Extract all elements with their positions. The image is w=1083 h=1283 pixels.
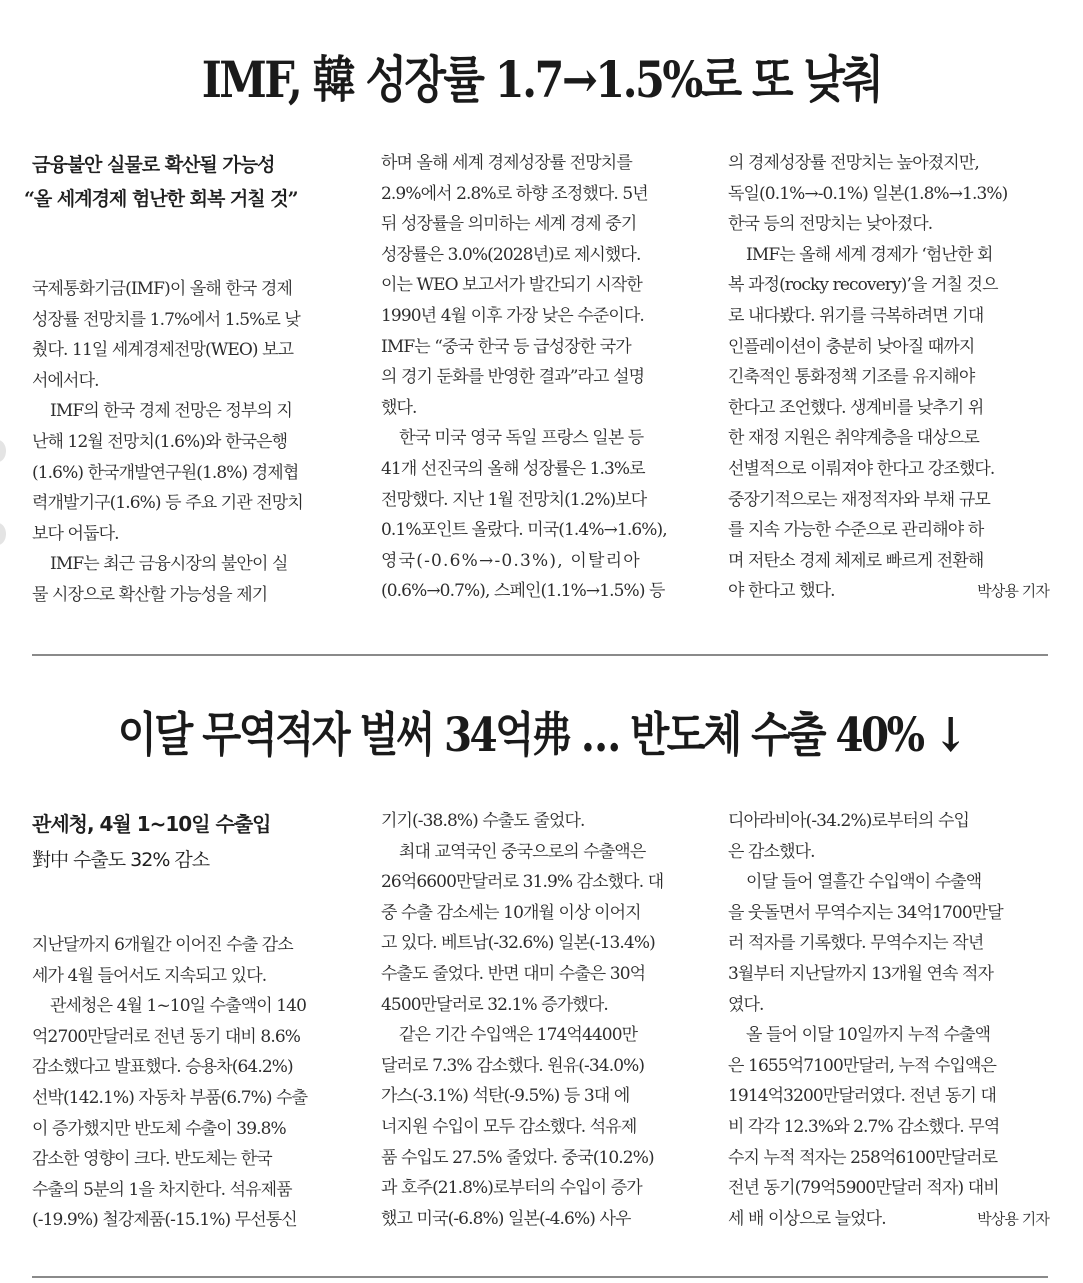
paragraph-line: 과 호주(21.8%)로부터의 수입이 증가	[381, 1178, 642, 1199]
paragraph-line: 한국 미국 영국 독일 프랑스 일본 등	[399, 428, 644, 449]
paragraph-line: 41개 선진국의 올해 성장률은 1.3%로	[381, 458, 645, 479]
paragraph-line: 은 1655억7100만달러, 누적 수입액은	[728, 1055, 997, 1076]
paragraph-line: IMF는 올해 세계 경제가 ‘험난한 회	[746, 244, 993, 265]
paragraph-line: IMF는 “중국 한국 등 급성장한 국가	[381, 336, 631, 357]
paragraph-line: 성장률 전망치를 1.7%에서 1.5%로 낮	[32, 309, 300, 330]
article1-subhead-1: 금융불안 실물로 확산될 가능성	[32, 154, 275, 176]
paragraph-line: 고 있다. 베트남(-32.6%) 일본(-13.4%)	[381, 933, 655, 954]
paragraph-line: 감소한 영향이 크다. 반도체는 한국	[32, 1149, 272, 1170]
article1-column-2	[381, 148, 706, 607]
paragraph-line: 러 적자를 기록했다. 무역수지는 작년	[728, 933, 984, 954]
paragraph-line: 중장기적으로는 재정적자와 부채 규모	[728, 489, 990, 510]
paragraph-line: 2.9%에서 2.8%로 하향 조정했다. 5년	[381, 183, 648, 204]
paragraph-line: (1.6%) 한국개발연구원(1.8%) 경제협	[32, 462, 299, 483]
byline: 박상용 기자	[977, 1209, 1049, 1228]
paragraph-line: 의 경기 둔화를 반영한 결과”라고 설명	[381, 367, 645, 388]
paragraph-line: 4500만달러로 32.1% 증가했다.	[381, 994, 608, 1015]
paragraph-line: 너지원 수입이 모두 감소했다. 석유제	[381, 1116, 637, 1137]
paragraph-line: 가스(-3.1%) 석탄(-9.5%) 등 3대 에	[381, 1086, 630, 1107]
paragraph-line: 1914억3200만달러였다. 전년 동기 대	[728, 1086, 997, 1107]
paragraph-line: 선박(142.1%) 자동차 부품(6.7%) 수출	[32, 1087, 308, 1108]
paragraph-line: 3월부터 지난달까지 13개월 연속 적자	[728, 963, 994, 984]
paragraph-line: 전년 동기(79억5900만달러 적자) 대비	[728, 1178, 999, 1199]
paragraph-line: 0.1%포인트 올랐다. 미국(1.4%→1.6%),	[381, 520, 667, 541]
paragraph-line: 이달 들어 열흘간 수입액이 수출액	[746, 872, 982, 893]
paragraph-line: 의 경제성장률 전망치는 높아졌지만,	[728, 153, 979, 173]
paragraph-line: 같은 기간 수입액은 174억4400만	[399, 1025, 638, 1046]
paragraph-line: 세가 4월 들어서도 지속되고 있다.	[32, 965, 267, 986]
article1-column-3	[728, 148, 1053, 607]
paragraph-line: 달러로 7.3% 감소했다. 원유(-34.0%)	[381, 1055, 645, 1076]
paragraph-line: 한국 등의 전망치는 낮아졌다.	[728, 214, 933, 235]
paragraph-line: 했고 미국(-6.8%) 일본(-4.6%) 사우	[381, 1208, 631, 1229]
paragraph-line: 품 수입도 27.5% 줄었다. 중국(10.2%)	[381, 1147, 654, 1168]
paragraph-line: 복 과정(rocky recovery)’을 거칠 것으	[728, 275, 998, 296]
paragraph-line: IMF는 최근 금융시장의 불안이 실	[50, 554, 288, 575]
article2-headline: 이달 무역적자 벌써 34억弗 … 반도체 수출 40% ↓	[117, 708, 966, 763]
paragraph-line: 뒤 성장률을 의미하는 세계 경제 중기	[381, 214, 637, 235]
paragraph-line: 은 감소했다.	[728, 841, 815, 862]
paragraph-line: 지난달까지 6개월간 이어진 수출 감소	[32, 935, 293, 955]
article1-headline: IMF, 韓 성장률 1.7→1.5%로 또 낮춰	[201, 50, 882, 109]
article2-column-1	[32, 806, 357, 1236]
paragraph-line	[728, 1204, 1053, 1235]
paragraph-line: 서에서다.	[32, 370, 99, 391]
paragraph-line: 한다고 조언했다. 생계비를 낮추기 위	[728, 397, 984, 418]
article2-subhead-1: 관세청, 4월 1~10일 수출입	[32, 812, 271, 836]
paragraph-line: 이 증가했지만 반도체 수출이 39.8%	[32, 1118, 286, 1139]
paragraph-line: 수지 누적 적자는 258억6100만달러로	[728, 1147, 998, 1168]
paragraph-line: 로 내다봤다. 위기를 극복하려면 기대	[728, 305, 984, 326]
scan-artifact	[0, 440, 6, 462]
paragraph-line: 며 저탄소 경제 체제로 빠르게 전환해	[728, 550, 984, 571]
paragraph-line: 하며 올해 세계 경제성장률 전망치를	[381, 153, 632, 173]
section-divider	[32, 654, 1048, 656]
paragraph-line: 영국(-0.6%→-0.3%), 이탈리아	[381, 550, 641, 571]
article2-subhead-2: 對中 수출도 32% 감소	[32, 849, 210, 871]
paragraph-line: 를 지속 가능한 수준으로 관리해야 하	[728, 520, 984, 541]
paragraph-line: 을 웃돌면서 무역수지는 34억1700만달	[728, 902, 1003, 923]
paragraph-line: 국제통화기금(IMF)이 올해 한국 경제	[32, 279, 292, 299]
paragraph-line: 긴축적인 통화정책 기조를 유지해야	[728, 367, 975, 388]
paragraph-line: 중 수출 감소세는 10개월 이상 이어지	[381, 902, 641, 923]
paragraph-line: 1990년 4월 이후 가장 낮은 수준이다.	[381, 305, 644, 326]
paragraph-line: 인플레이션이 충분히 낮아질 때까지	[728, 336, 975, 357]
paragraph-line: 26억6600만달러로 31.9% 감소했다. 대	[381, 872, 664, 893]
paragraph-line: 비 각각 12.3%와 2.7% 감소했다. 무역	[728, 1116, 1000, 1137]
paragraph-line: 물 시장으로 확산할 가능성을 제기	[32, 584, 268, 605]
section-divider	[32, 1276, 1048, 1278]
article1-column-1	[24, 148, 357, 611]
paragraph-line: IMF의 한국 경제 전망은 정부의 지	[50, 401, 293, 422]
paragraph-line	[728, 576, 1053, 607]
byline: 박상용 기자	[977, 582, 1049, 601]
paragraph-line: 이는 WEO 보고서가 발간되기 시작한	[381, 275, 642, 296]
paragraph-line: 성장률은 3.0%(2028년)로 제시했다.	[381, 244, 641, 265]
paragraph-line: (0.6%→0.7%), 스페인(1.1%→1.5%) 등	[381, 581, 665, 602]
article1-subhead-2: “올 세계경제 험난한 회복 거칠 것”	[24, 188, 298, 210]
paragraph-line: 디아라비아(-34.2%)로부터의 수입	[728, 811, 970, 831]
paragraph-line: 력개발기구(1.6%) 등 주요 기관 전망치	[32, 493, 303, 514]
paragraph-line: 했다.	[381, 397, 417, 418]
scan-artifact	[0, 523, 6, 545]
paragraph-line: 올 들어 이달 10일까지 누적 수출액	[746, 1025, 991, 1046]
paragraph-line: 난해 12월 전망치(1.6%)와 한국은행	[32, 431, 288, 452]
paragraph-line: (-19.9%) 철강제품(-15.1%) 무선통신	[32, 1210, 297, 1231]
paragraph-line: 억2700만달러로 전년 동기 대비 8.6%	[32, 1026, 301, 1047]
paragraph-line: 보다 어둡다.	[32, 523, 119, 544]
article2-column-2	[381, 806, 706, 1234]
paragraph-line-text: 세 배 이상으로 늘었다.	[728, 1208, 886, 1229]
article2-column-3	[728, 806, 1053, 1234]
paragraph-line: 감소했다고 발표했다. 승용차(64.2%)	[32, 1057, 293, 1078]
paragraph-line: 췄다. 11일 세계경제전망(WEO) 보고	[32, 340, 294, 361]
paragraph-line: 였다.	[728, 994, 764, 1015]
paragraph-line: 수출의 5분의 1을 차지한다. 석유제품	[32, 1179, 292, 1200]
paragraph-line: 최대 교역국인 중국으로의 수출액은	[399, 841, 646, 862]
paragraph-line: 관세청은 4월 1~10일 수출액이 140	[50, 996, 306, 1017]
paragraph-line: 전망했다. 지난 1월 전망치(1.2%)보다	[381, 489, 647, 510]
paragraph-line: 수출도 줄었다. 반면 대미 수출은 30억	[381, 963, 646, 984]
paragraph-line-text: 야 한다고 했다.	[728, 581, 835, 602]
paragraph-line: 독일(0.1%→-0.1%) 일본(1.8%→1.3%)	[728, 183, 1008, 204]
paragraph-line: 한 재정 지원은 취약계층을 대상으로	[728, 428, 979, 449]
paragraph-line: 선별적으로 이뤄져야 한다고 강조했다.	[728, 458, 995, 479]
paragraph-line: 기기(-38.8%) 수출도 줄었다.	[381, 811, 585, 831]
